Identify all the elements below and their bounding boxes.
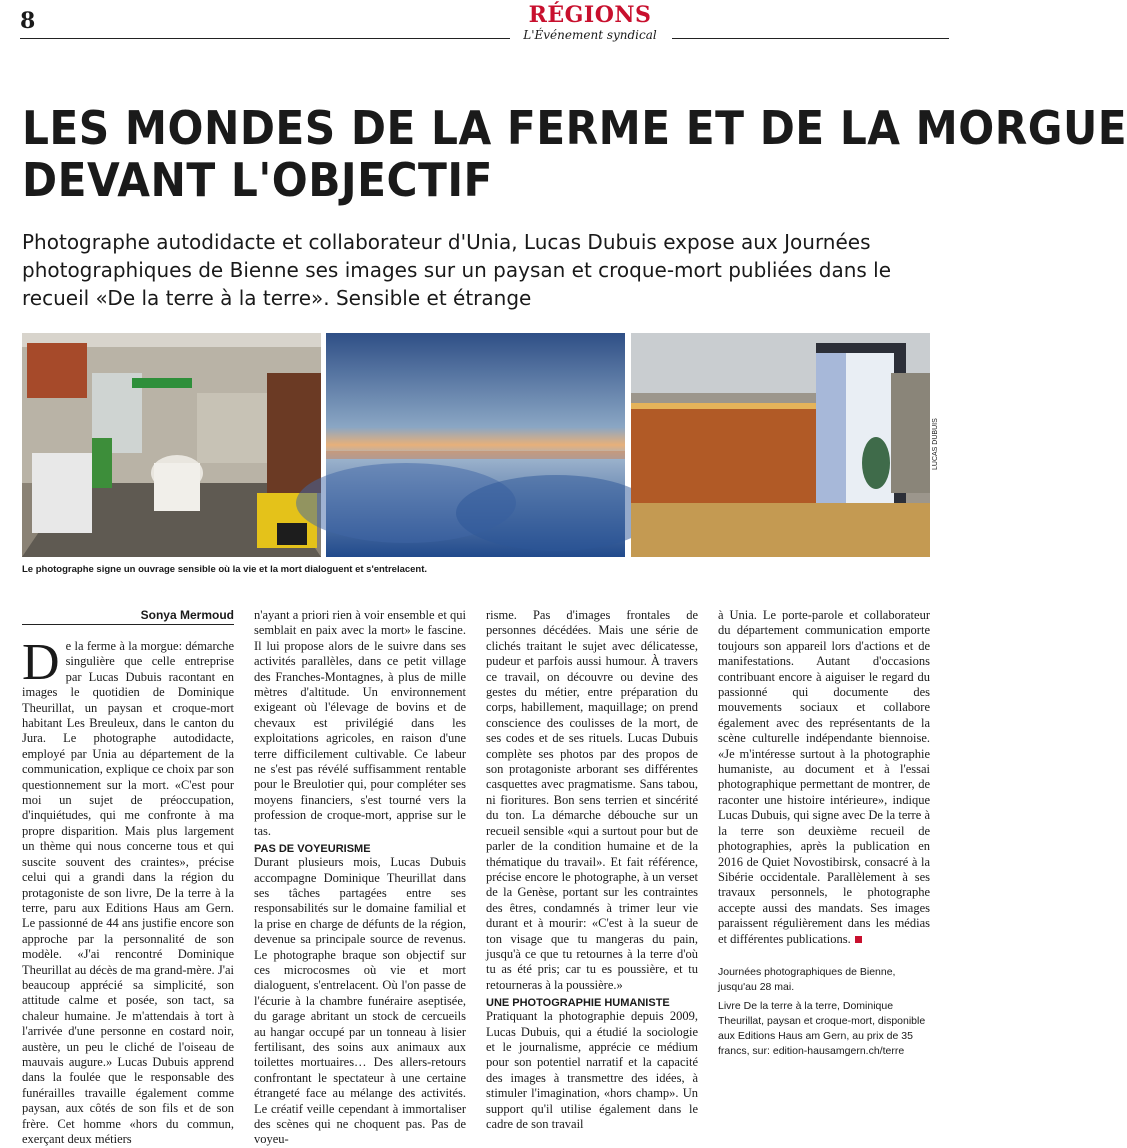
column-2-text-b: Durant plusieurs mois, Lucas Dubuis accompagne Dominique Theurillat dans ses tâches partagées entre ses responsabilités sur le domaine familial et la prise en charge de défunts de la région, devenue sa principale source de revenus. Le photographe braque son objectif sur ces microcosmes où vie et mort dialoguent, s'entrelacent. Où l'on passe de l'écurie à la chambre funéraire aseptisée, du garage abritant un stock de cercueils au hangar occupé par un tonneau à lisier fertilisant, des soins aux animaux aux toilettes mortuaires… Des allers-retours confrontant le spectateur à une certaine étrangeté face au mélange des activités. Le créatif veille cependant à immortaliser des scènes qui ne choquent pas. Pas de voyeu-	[254, 855, 466, 1147]
column-3-text-a: risme. Pas d'images frontales de personnes décédées. Mais une série de clichés traitant le sujet avec délicatesse, pudeur et parfois aussi humour. À travers ce travail, on découvre ou devine des gestes du métier, entre préparation du corps, habillement, maquillage; on prend conscience des coulisses de la mort, de ses codes et de ses rituels. Lucas Dubuis complète ses photos par des propos de son protagoniste arborant ses différentes casquettes avec pragmatisme. Sans tabou, ni fioritures. Bon sens terrien et sincérité du ton. La démarche débouche sur un recueil sensible «qui a surtout pour but de parler de la condition humaine et de la thématique du travail». Et fait référence, précise encore le photographe, à un verset de la Genèse, portant sur les contraintes des êtres, condamnés à trimer leur vie durant et à mourir: «C'est à la sueur de ton visage que tu mangeras du pain, jusqu'à ce que tu retournes à la terre d'où tu as été pris; car tu es poussière, et tu retourneras à la poussière.»	[486, 608, 698, 992]
photo-garage	[22, 333, 321, 557]
headline-line-1: LES MONDES DE LA FERME ET DE LA MORGUE	[22, 101, 1127, 155]
photo-stable	[631, 333, 930, 557]
info-box	[718, 965, 930, 1059]
photo-landscape	[326, 333, 625, 557]
column-4-text: à Unia. Le porte-parole et collaborateur du département communication emporte toujours son appareil lors d'actions et de manifestations. Autant d'occasions contribuant encore à aiguiser le regard du passionné qui documente des mouvements sociaux et collabore également avec des représentants de la scène culturelle indépendante biennoise. «Je m'intéresse surtout à la photographie humaniste, au document et à l'essai photographique permettant de montrer, de raconter une histoire intérieure», indique Lucas Dubuis, qui signe avec De la terre à la terre son deuxième recueil de photographies, après la publication en 2016 de Quiet Novostibirsk, consacré à la Sibérie occidentale. Parallèlement à ses travaux personnels, le photographe accepte aussi des mandats. Ses images paraissent régulièrement dans les médias et différentes publications.	[718, 608, 930, 946]
info-exhibition: Journées photographiques de Bienne, jusqu'au 28 mai.	[718, 965, 896, 993]
headline-line-2: DEVANT L'OBJECTIF	[22, 153, 493, 207]
subheading-humaniste: UNE PHOTOGRAPHIE HUMANISTE	[486, 997, 670, 1010]
article-column-3	[486, 608, 698, 1132]
photo-credit: LUCAS DUBUIS	[932, 418, 939, 470]
column-1-text: e la ferme à la morgue: démarche singulière que celle entreprise par Lucas Dubuis racontant en images le quotidien de Dominique Theurillat, un paysan et croque-mort habitant Les Breuleux, dans le canton du Jura. Le photographe autodidacte, employé par Unia au département de la communication, explique ce choix par son questionnement sur la mort. «C'est pour moi un sujet de préoccupation, d'inquiétudes, qui me confronte à ma propre disparition. Mais plus largement un thème qui nous concerne tous et qui suscite souvent des craintes», précise celui qui a grandi dans la région du protagoniste de son livre, De la terre à la terre, paru aux Editions Haus am Gern. Le passionné de 44 ans justifie encore son approche par la personnalité de son modèle. «J'ai rencontré Dominique Theurillat au décès de ma grand-mère. J'ai beaucoup apprécié sa simplicité, son attitude calme et posée, son tact, sa chaleur humaine. Je m'attendais à tort à l'arrivée d'une personne en costard noir, austère, un peu le cliché de l'oiseau de mauvais augure.» Lucas Dubuis apprend dans la foulée que le responsable des funérailles travaille également comme paysan, aux côtés de son fils et de son frère. Cet homme «hors du commun, exerçant deux métiers	[22, 639, 234, 1146]
subheading-voyeurisme: PAS DE VOYEURISME	[254, 843, 371, 856]
drop-cap: D	[22, 634, 60, 691]
article-column-2	[254, 608, 466, 1148]
author-byline: Sonya Mermoud	[22, 608, 234, 625]
section-title: RÉGIONS	[528, 2, 652, 28]
article-column-1	[22, 608, 234, 1147]
headline	[22, 101, 1127, 207]
column-3-text-b: Pratiquant la photographie depuis 2009, Lucas Dubuis, qui a étudié la sociologie et le journalisme, apprécie ce médium pour son potentiel narratif et la capacité des images à transmettre des idées, à stimuler l'imagination, «hors champ». Un support qu'il utilise également dans le cadre de son travail	[486, 1009, 698, 1131]
publication-name: L'Événement syndical	[523, 28, 657, 42]
info-book: Livre De la terre à la terre, Dominique Theurillat, paysan et croque-mort, disponible aux Editions Haus am Gern, au prix de 35 francs, sur: edition-hausamgern.ch/terre	[718, 999, 926, 1057]
page-number: 8	[20, 8, 36, 34]
photo-caption: Le photographe signe un ouvrage sensible où la vie et la mort dialoguent et s'entrelacent.	[22, 564, 428, 575]
end-of-article-mark	[855, 936, 862, 943]
header-rule-right	[672, 38, 949, 39]
header-rule-left	[20, 38, 510, 39]
column-2-text-a: n'ayant a priori rien à voir ensemble et qui semblait en paix avec la mort» le fascine. Il lui propose alors de le suivre dans ses activités parallèles, dans ce petit village des Franches-Montagnes, à plus de mille mètres d'altitude. Un environnement exigeant où l'élevage de bovins et de chevaux est privilégié dans les exploitations agricoles, en raison d'une terre difficilement cultivable. Ce labeur ne s'est pas révélé suffisamment rentable pour le Breulotier qui, pour compléter ses moyens financiers, s'est tourné vers la profession de croque-mort, apprise sur le tas.	[254, 608, 466, 838]
article-column-4	[718, 608, 930, 1059]
lead-paragraph: Photographe autodidacte et collaborateur d'Unia, Lucas Dubuis expose aux Journées photographiques de Bienne ses images sur un paysan et croque-mort publiées dans le recueil «De la terre à la terre». Sensible et étrange	[22, 230, 892, 310]
